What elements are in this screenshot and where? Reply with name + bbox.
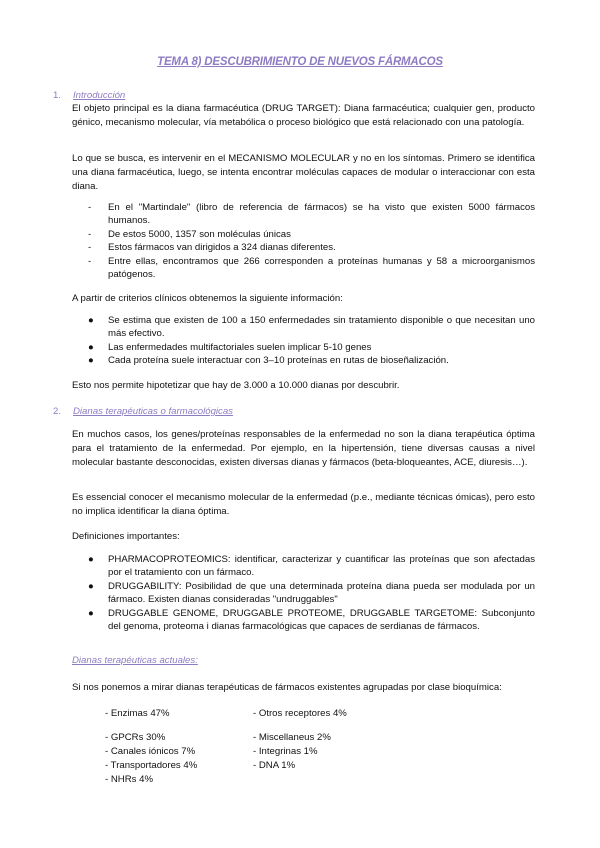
section-1-heading [53, 89, 125, 103]
list-item-text: Las enfermedades multifactoriales suelen implicar 5-10 genes [108, 341, 372, 353]
class-column-left-2 [105, 731, 197, 787]
list-item [72, 553, 535, 580]
dash-marker: - [88, 242, 92, 254]
class-item: - Miscellaneus 2% [253, 732, 331, 743]
list-item-text: Estos fármacos van dirigidos a 324 dianas diferentes. [108, 242, 336, 254]
section-1-number: 1. [53, 90, 62, 101]
section-1-title: Introducción [73, 90, 126, 101]
list-item [72, 580, 535, 607]
intro-paragraph-3: A partir de criterios clínicos obtenemos la siguiente información: [72, 293, 343, 304]
class-column-right-1 [253, 707, 347, 721]
list-item-text: De estos 5000, 1357 son moléculas únicas [108, 228, 291, 240]
list-item-text: DRUGGABILITY: Posibilidad de que una determinada proteína diana pueda ser modulada por un fármaco. Existen dianas consideradas "undruggables" [108, 580, 535, 606]
section-2-number: 2. [53, 406, 62, 417]
list-item [72, 228, 535, 241]
list-item-text: Entre ellas, encontramos que 266 corresponden a proteínas humanas y 58 a microorganismos patógenos. [108, 255, 535, 281]
targets-paragraph-3: Definiciones importantes: [72, 531, 180, 542]
class-column-left-1 [105, 707, 170, 721]
class-item: - NHRs 4% [105, 774, 153, 785]
list-item-text: PHARMACOPROTEOMICS: identificar, caracterizar y cuantificar las proteínas que son afectadas por el tratamiento con un fármaco. [108, 554, 535, 579]
current-targets-subheading: Dianas terapéuticas actuales: [72, 655, 198, 666]
list-item [72, 341, 535, 354]
list-item [72, 201, 535, 228]
class-item: - Enzimas 47% [105, 708, 170, 719]
bullet-marker: ● [88, 341, 94, 353]
list-item [72, 607, 535, 634]
section-2-title: Dianas terapéuticas o farmacológicas [73, 406, 233, 417]
bullet-marker: ● [88, 580, 94, 592]
class-item: - Canales iónicos 7% [105, 746, 196, 757]
bullet-marker: ● [88, 607, 94, 619]
targets-paragraph-2: Es essencial conocer el mecanismo molecular de la enfermedad (p.e., mediante técnicas ómicas), pero esto no implica identificar la diana óptima. [72, 492, 535, 518]
targets-paragraph-1: En muchos casos, los genes/proteínas responsables de la enfermedad no son la diana terapéutica óptima para el tratamiento de la enfermedad. Por ejemplo, en la hipertensión, tiene diversas causas a nivel molecular bastante desconocidas, existen diversas dianas y fármacos (beta-bloqueantes, ACE, diuresis…). [72, 429, 535, 469]
dash-list [72, 201, 535, 281]
list-item-text: DRUGGABLE GENOME, DRUGGABLE PROTEOME, DRUGGABLE TARGETOME: Subconjunto del genoma, proteoma i dianas farmacológicas que capaces de serdianas de fármacos. [108, 607, 535, 633]
dash-marker: - [88, 255, 92, 267]
list-item [72, 241, 535, 254]
bullet-marker: ● [88, 315, 94, 326]
bullet-marker: ● [88, 355, 94, 367]
class-item: - Transportadores 4% [105, 760, 198, 771]
dash-marker: - [88, 228, 92, 240]
intro-paragraph-4: Esto nos permite hipotetizar que hay de 3.000 a 10.000 dianas por descubrir. [72, 380, 400, 391]
list-item-text: Se estima que existen de 100 a 150 enfermedades sin tratamiento disponible o que necesitan uno más efectivo. [108, 315, 535, 340]
list-item [72, 255, 535, 282]
class-column-right-2 [253, 731, 331, 773]
list-item [72, 314, 535, 341]
bullet-list-1 [72, 314, 535, 368]
class-item: - DNA 1% [253, 760, 296, 771]
list-item [72, 354, 535, 367]
bullet-list-2 [72, 553, 535, 633]
class-item: - GPCRs 30% [105, 732, 166, 743]
dash-marker: - [88, 202, 92, 213]
class-item: - Otros receptores 4% [253, 708, 347, 719]
targets-paragraph-4: Si nos ponemos a mirar dianas terapéuticas de fármacos existentes agrupadas por clase bioquímica: [72, 682, 502, 693]
bullet-marker: ● [88, 554, 94, 565]
intro-paragraph-2: Lo que se busca, es intervenir en el MECANISMO MOLECULAR y no en los síntomas. Primero se identifica una diana farmacéutica, luego, se intenta encontrar moléculas capaces de modular o interaccionar con esta diana. [72, 153, 535, 193]
section-2-heading [53, 405, 233, 419]
document-title: TEMA 8) DESCUBRIMIENTO DE NUEVOS FÁRMACOS [157, 56, 443, 68]
list-item-text: Cada proteína suele interactuar con 3–10 proteínas en rutas de bioseñalización. [108, 355, 449, 367]
intro-paragraph-1: El objeto principal es la diana farmacéutica (DRUG TARGET): Diana farmacéutica; cualquier gen, producto génico, mecanismo molecular, vía metabólica o proceso biológico que está relacionado con una patología. [72, 103, 535, 129]
list-item-text: En el "Martindale" (libro de referencia de fármacos) se ha visto que existen 5000 fármacos humanos. [108, 202, 535, 227]
class-item: - Integrinas 1% [253, 746, 318, 757]
